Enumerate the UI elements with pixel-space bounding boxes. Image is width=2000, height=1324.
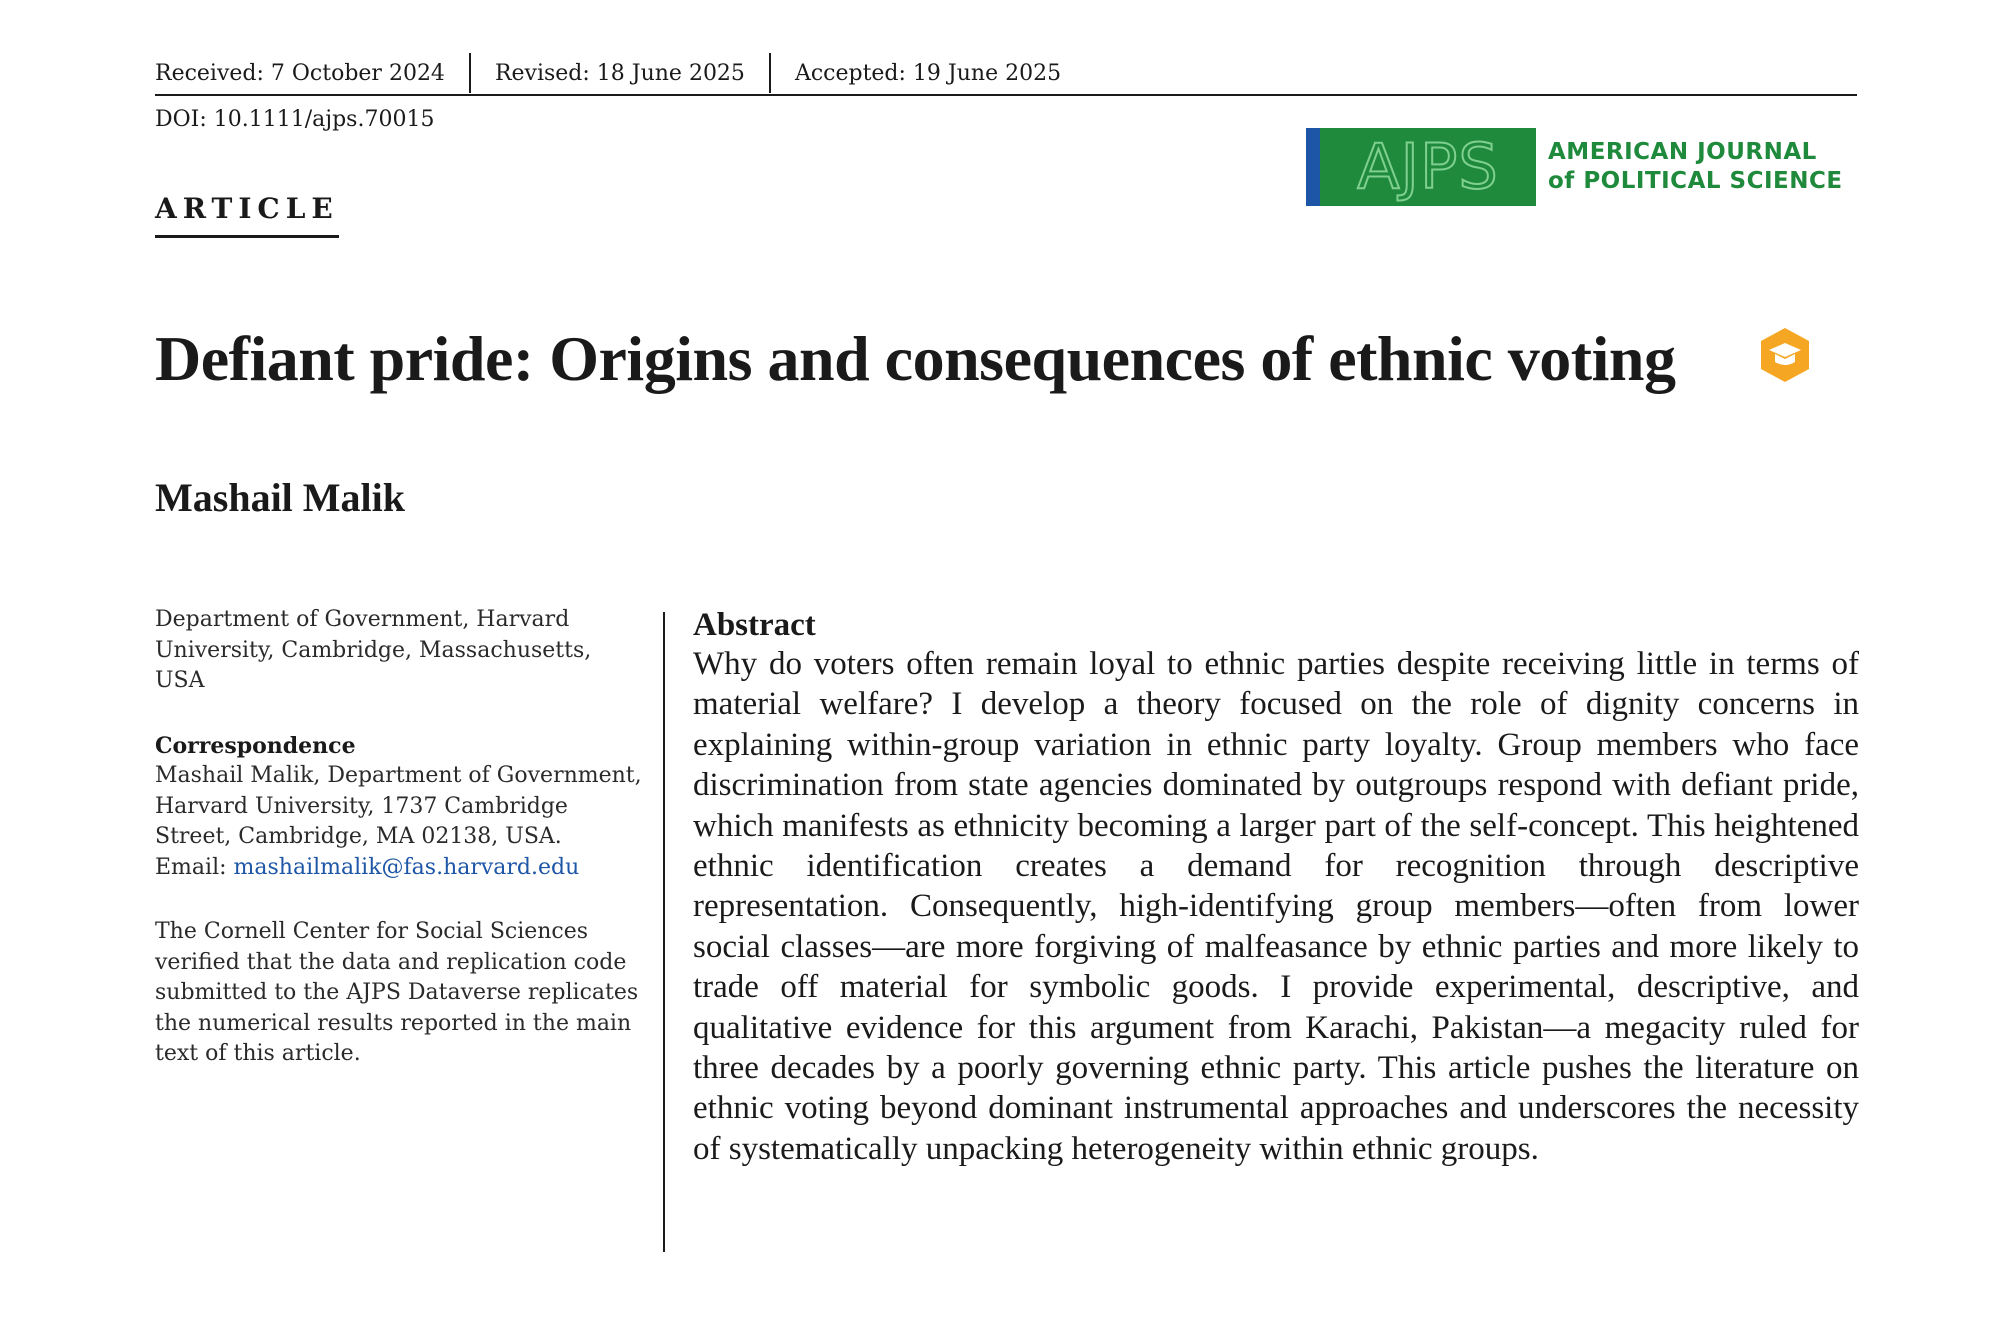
received-date: Received: 7 October 2024: [155, 60, 445, 86]
logo-blue-bar: [1306, 128, 1320, 206]
logo-ajps-text: AJPS: [1357, 130, 1499, 203]
accepted-date: Accepted: 19 June 2025: [769, 53, 1085, 93]
correspondence-email-line: [155, 853, 645, 884]
author-name: Mashail Malik: [155, 475, 406, 520]
abstract-section: [693, 606, 1859, 1169]
email-label: Email:: [155, 854, 234, 880]
article-title: Defiant pride: Origins and consequences of ethnic voting: [155, 323, 1676, 394]
correspondence-heading: Correspondence: [155, 732, 356, 759]
journal-name-line2: of POLITICAL SCIENCE: [1548, 168, 1843, 194]
sidebar: [155, 605, 645, 1070]
abstract-text: Why do voters often remain loyal to ethnic parties despite receiving little in terms of material welfare? I develop a theory focused on the role of dignity concerns in explaining within-group variation in ethnic party loyalty. Group members who face discrimination from state agencies dominated by outgroups respond with defiant pride, which manifests as ethnicity becoming a larger part of the self-concept. This heightened ethnic identification creates a demand for recognition through descriptive representation. Consequently, high-identifying group members—often from lower social classes—are more forgiving of malfeasance by ethnic parties and more likely to trade off material for symbolic goods. I provide experimental, descriptive, and qualitative evidence for this argument from Karachi, Pakistan—a megacity ruled for three decades by a poorly governing ethnic party. This article pushes the literature on ethnic voting beyond dominant instrumental approaches and underscores the necessity of systematically unpacking heterogeneity within ethnic groups.: [693, 646, 1859, 1167]
publication-dates: [155, 52, 1857, 96]
abstract-heading: Abstract: [693, 607, 816, 643]
author-affiliation: Department of Government, Harvard University, Cambridge, Massachusetts, USA: [155, 607, 592, 693]
revised-date: Revised: 18 June 2025: [469, 53, 769, 93]
journal-name: [1548, 138, 1843, 196]
column-divider: [663, 612, 665, 1252]
email-link[interactable]: mashailmalik@fas.harvard.edu: [233, 854, 580, 880]
journal-name-line1: AMERICAN JOURNAL: [1548, 139, 1817, 165]
journal-logo[interactable]: [1306, 128, 1843, 206]
replication-note: The Cornell Center for Social Sciences verified that the data and replication code submitted to the AJPS Dataverse replicates the numerical results reported in the main text of this article.: [155, 919, 639, 1066]
correspondence-address: Mashail Malik, Department of Government, Harvard University, 1737 Cambridge Street, Cambridge, MA 02138, USA.: [155, 763, 642, 849]
article-type-label: ARTICLE: [155, 192, 339, 238]
logo-green-box: [1320, 128, 1536, 206]
open-research-badge-icon[interactable]: [1758, 326, 1812, 384]
doi[interactable]: DOI: 10.1111/ajps.70015: [155, 107, 435, 132]
